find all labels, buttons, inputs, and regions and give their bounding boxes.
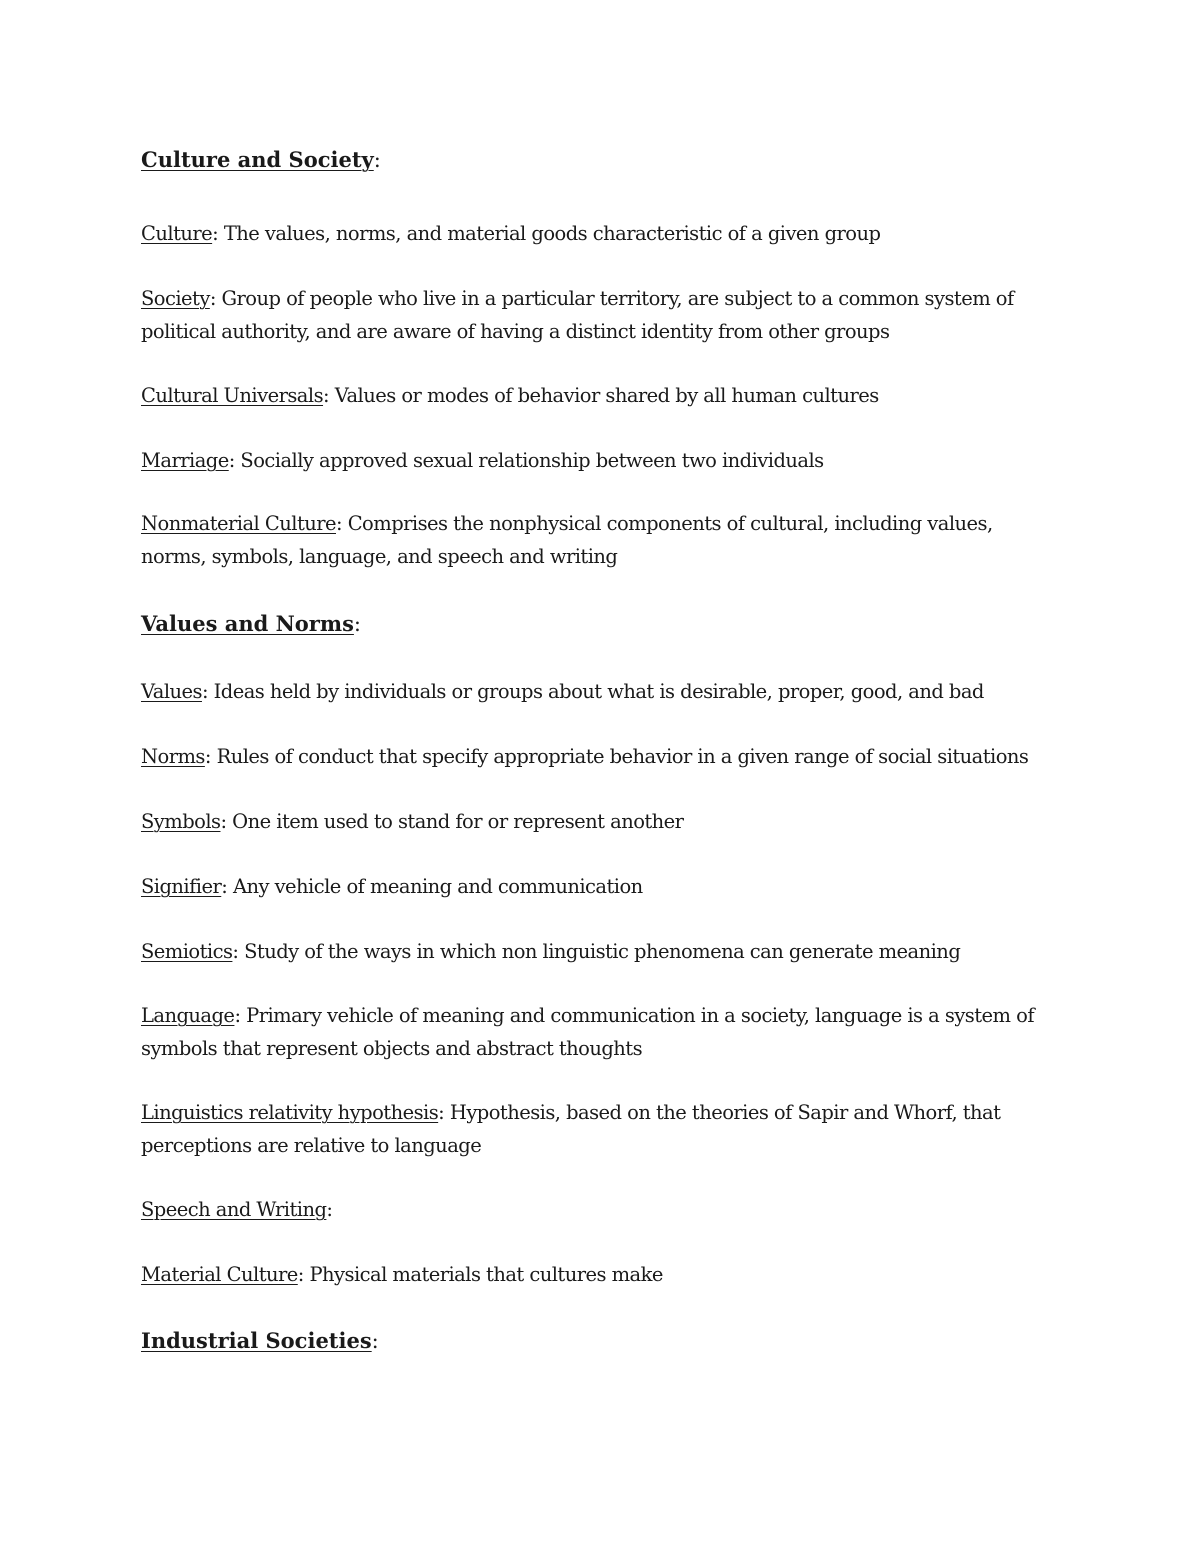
definition-language [141, 999, 1061, 1065]
definition-text: Rules of conduct that specify appropriate behavior in a given range of social situations [216, 745, 1029, 768]
definition-line [141, 870, 1061, 903]
definition-symbols [141, 805, 1061, 838]
colon: : [220, 810, 227, 833]
definition-text: Hypothesis, based on the theories of Sapir and Whorf, that [449, 1101, 1001, 1124]
definition-line [141, 1258, 1061, 1291]
term: Norms [141, 745, 205, 768]
definition-line [141, 282, 1061, 315]
definition-text: Socially approved sexual relationship between two individuals [240, 449, 824, 472]
colon: : [234, 1004, 241, 1027]
definition-line [141, 935, 1061, 968]
term: Culture [141, 222, 213, 245]
definition-line [141, 740, 1061, 773]
definition-speech-and-writing [141, 1193, 1061, 1226]
term: Material Culture [141, 1263, 298, 1286]
definition-text: One item used to stand for or represent another [232, 810, 684, 833]
term: Values [141, 680, 202, 703]
term: Nonmaterial Culture [141, 512, 336, 535]
colon: : [221, 875, 228, 898]
definition-continuation: perceptions are relative to language [141, 1134, 482, 1157]
term: Language [141, 1004, 235, 1027]
definition-line [141, 507, 1061, 540]
definition-signifier [141, 870, 1061, 903]
definition-line [141, 379, 1061, 412]
heading-colon: : [353, 612, 361, 636]
heading-text: Values and Norms [141, 611, 354, 636]
definition-continuation: symbols that represent objects and abstract thoughts [141, 1037, 643, 1060]
term: Speech and Writing [141, 1198, 327, 1221]
definition-line [141, 675, 1061, 708]
definition-text: Comprises the nonphysical components of cultural, including values, [347, 512, 993, 535]
section-heading-culture-and-society [141, 146, 381, 174]
definition-semiotics [141, 935, 1061, 968]
heading-colon: : [371, 1329, 379, 1353]
definition-text: Physical materials that cultures make [309, 1263, 663, 1286]
definition-norms [141, 740, 1061, 773]
colon: : [326, 1198, 333, 1221]
section-heading-industrial-societies [141, 1327, 379, 1355]
definition-text: Values or modes of behavior shared by all human cultures [334, 384, 879, 407]
colon: : [323, 384, 330, 407]
definition-text: Any vehicle of meaning and communication [232, 875, 643, 898]
term: Marriage [141, 449, 229, 472]
definition-line [141, 999, 1061, 1032]
term: Symbols [141, 810, 221, 833]
definition-marriage [141, 444, 1061, 477]
definition-continuation: political authority, and are aware of having a distinct identity from other groups [141, 320, 890, 343]
term: Semiotics [141, 940, 233, 963]
heading-text: Industrial Societies [141, 1328, 372, 1353]
definition-nonmaterial-culture [141, 507, 1061, 573]
definition-line [141, 444, 1061, 477]
definition-text: Ideas held by individuals or groups about what is desirable, proper, good, and bad [213, 680, 984, 703]
colon: : [204, 745, 211, 768]
definition-text: The values, norms, and material goods characteristic of a given group [223, 222, 881, 245]
colon: : [336, 512, 343, 535]
definition-text: Primary vehicle of meaning and communication in a society, language is a system of [246, 1004, 1034, 1027]
definition-continuation: norms, symbols, language, and speech and writing [141, 545, 618, 568]
definition-linguistics-relativity-hypothesis [141, 1096, 1061, 1162]
heading-text: Culture and Society [141, 147, 374, 172]
definition-text: Group of people who live in a particular territory, are subject to a common system of [221, 287, 1014, 310]
colon: : [232, 940, 239, 963]
section-heading-values-and-norms [141, 610, 361, 638]
term: Society [141, 287, 210, 310]
definition-values [141, 675, 1061, 708]
colon: : [228, 449, 235, 472]
term: Signifier [141, 875, 222, 898]
term: Linguistics relativity hypothesis [141, 1101, 439, 1124]
definition-line [141, 217, 1061, 250]
definition-cultural-universals [141, 379, 1061, 412]
colon: : [438, 1101, 445, 1124]
heading-colon: : [373, 148, 381, 172]
colon: : [209, 287, 216, 310]
definition-culture [141, 217, 1061, 250]
definition-text: Study of the ways in which non linguistic phenomena can generate meaning [244, 940, 961, 963]
colon: : [212, 222, 219, 245]
colon: : [201, 680, 208, 703]
definition-society [141, 282, 1061, 348]
definition-material-culture [141, 1258, 1061, 1291]
term: Cultural Universals [141, 384, 324, 407]
definition-line [141, 1193, 1061, 1226]
definition-line [141, 1096, 1061, 1129]
definition-line [141, 805, 1061, 838]
colon: : [297, 1263, 304, 1286]
